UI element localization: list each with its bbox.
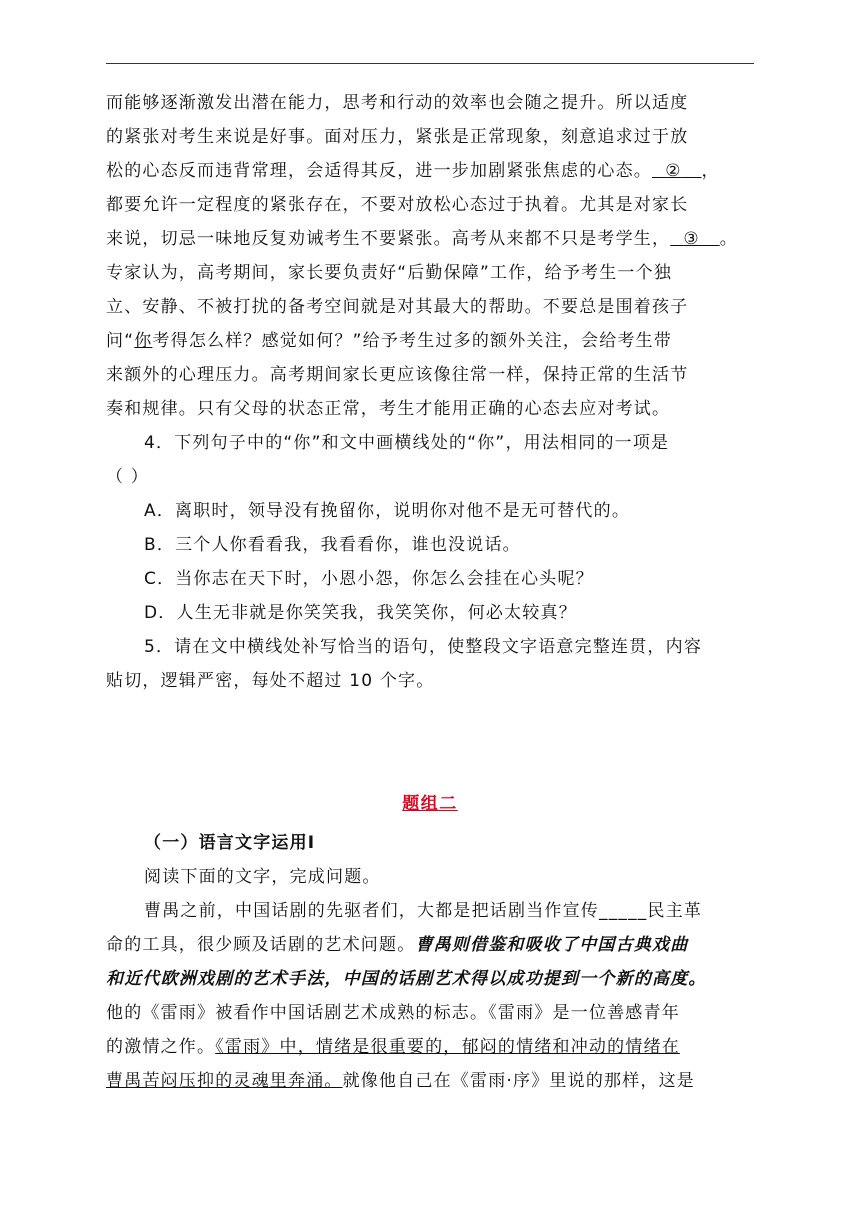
passage-2	[106, 826, 756, 1098]
passage-text: 命的工具，很少顾及话剧的艺术问题。	[106, 935, 416, 955]
passage-text: 来说，切忌一味地反复劝诫考生不要紧张。高考从来都不只是考学生，	[106, 229, 671, 249]
passage-line: 而能够逐渐激发出潜在能力，思考和行动的效率也会随之提升。所以适度	[106, 93, 689, 113]
question-4-paren: （ ）	[106, 467, 150, 487]
passage-line	[106, 1030, 756, 1064]
passage-text: 就像他自己在《雷雨·序》里说的那样，这是	[342, 1071, 696, 1091]
passage-line: 专家认为，高考期间，家长要负责好“后勤保障”工作，给予考生一个独	[106, 263, 673, 283]
passage-line: 都要允许一定程度的紧张存在，不要对放松心态过于执着。尤其是对家长	[106, 195, 689, 215]
blank-2	[652, 154, 701, 188]
passage-1	[106, 86, 756, 698]
question-4-stem: 4．下列句子中的“你”和文中画横线处的“你”，用法相同的一项是	[144, 433, 670, 453]
section-subtitle: （一）语言文字运用Ⅰ	[144, 833, 316, 853]
section-title: 题组二	[402, 794, 458, 814]
blank-1: _____	[599, 901, 648, 921]
passage-text: 的激情之作。	[106, 1037, 216, 1057]
option-a: A．离职时，领导没有挽留你，说明你对他不是无可替代的。	[144, 501, 631, 521]
passage-line: 来额外的心理压力。高考期间家长更应该像往常一样，保持正常的生活节	[106, 365, 689, 385]
question-5-stem-cont: 贴切，逻辑严密，每处不超过 10 个字。	[106, 671, 435, 691]
passage-line	[106, 894, 756, 928]
instruction: 阅读下面的文字，完成问题。	[144, 867, 381, 887]
option-c: C．当你志在天下时，小恩小怨，你怎么会挂在心头呢？	[144, 569, 594, 589]
passage-text: 民主革	[647, 901, 703, 921]
passage-text: 曹禺之前，中国话剧的先驱者们，大都是把话剧当作宣传	[144, 901, 599, 921]
passage-text: 问“	[106, 331, 135, 351]
option-d: D．人生无非就是你笑笑我，我笑笑你，何必太较真？	[144, 603, 577, 623]
passage-line	[106, 154, 756, 188]
underlined-sentence: 曹禺苦闷压抑的灵魂里奔涌。	[106, 1071, 343, 1091]
passage-line	[106, 1064, 756, 1098]
blank-2-label: ②	[665, 161, 682, 181]
emphasized-sentence: 和近代欧洲戏剧的艺术手法，中国的话剧艺术得以成功提到一个新的高度。	[106, 969, 707, 989]
underlined-sentence: 《雷雨》中，情绪是很重要的，郁闷的情绪和冲动的情绪在	[215, 1037, 680, 1057]
passage-line: 立、安静、不被打扰的备考空间就是对其最大的帮助。不要总是围着孩子	[106, 297, 689, 317]
passage-text: 考得怎么样？感觉如何？”给予考生过多的额外关注，会给考生带	[152, 331, 673, 351]
blank-3-label: ③	[683, 229, 700, 249]
question-5-stem: 5．请在文中横线处补写恰当的语句，使整段文字语意完整连贯，内容	[144, 637, 703, 657]
option-b: B．三个人你看看我，我看看你，谁也没说话。	[144, 535, 521, 555]
passage-line: 的紧张对考生来说是好事。面对压力，紧张是正常现象，刻意追求过于放	[106, 127, 689, 147]
emphasized-sentence: 曹禺则借鉴和吸收了中国古典戏曲	[415, 935, 689, 955]
passage-text: 松的心态反而违背常理，会适得其反，进一步加剧紧张焦虑的心态。	[106, 161, 652, 181]
blank-3	[670, 222, 719, 256]
header-rule	[106, 63, 754, 64]
passage-line	[106, 222, 756, 256]
passage-text: 。	[719, 229, 738, 249]
passage-text: ，	[701, 161, 720, 181]
passage-line: 奏和规律。只有父母的状态正常，考生才能用正确的心态去应对考试。	[106, 399, 671, 419]
passage-line	[106, 324, 756, 358]
passage-line	[106, 928, 756, 962]
underlined-you: 你	[134, 331, 153, 351]
passage-line: 他的《雷雨》被看作中国话剧艺术成熟的标志。《雷雨》是一位善感青年	[106, 1003, 680, 1023]
